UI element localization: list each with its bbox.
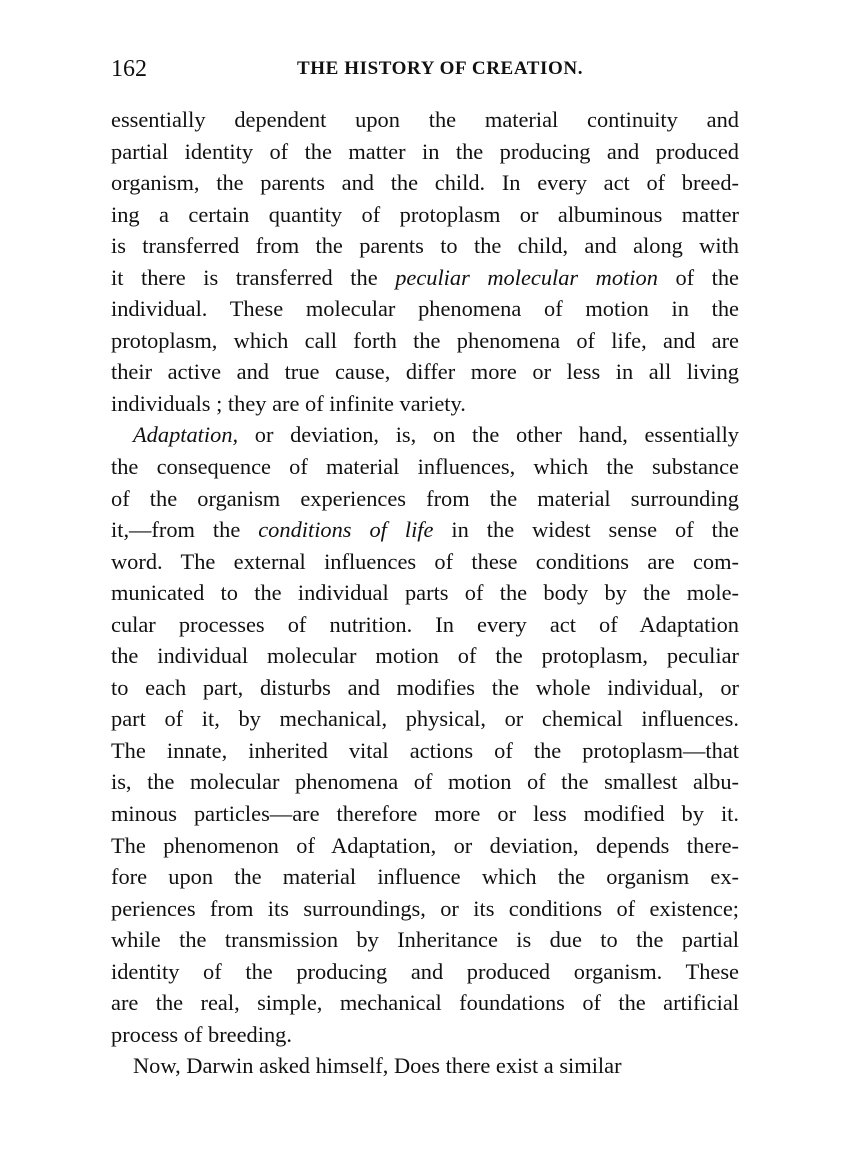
- text-line: of the organism experiences from the material surrounding: [111, 485, 739, 511]
- page-number: 162: [111, 56, 147, 82]
- text-line: individuals ; they are of infinite variety.: [111, 390, 466, 416]
- body-text: [111, 104, 739, 1082]
- text-line: partial identity of the matter in the producing and produced: [111, 138, 739, 164]
- text-line: ing a certain quantity of protoplasm or albuminous matter: [111, 201, 739, 227]
- text-line: it,—from the conditions of life in the widest sense of the: [111, 517, 739, 543]
- page-header: [111, 56, 739, 90]
- running-head: THE HISTORY OF CREATION.: [296, 58, 584, 79]
- text-line: their active and true cause, differ more or less in all living: [111, 359, 739, 385]
- text-line: to each part, disturbs and modifies the whole individual, or: [111, 674, 739, 700]
- text-line: it there is transferred the peculiar molecular motion of the: [111, 264, 739, 290]
- text-line: protoplasm, which call forth the phenomena of life, and are: [111, 327, 739, 353]
- text-line: identity of the producing and produced organism. These: [111, 958, 739, 984]
- text-line: the individual molecular motion of the protoplasm, peculiar: [111, 643, 739, 669]
- text-line: essentially dependent upon the material continuity and: [111, 107, 739, 132]
- text-line: minous particles—are therefore more or less modified by it.: [111, 801, 739, 827]
- text-line: is, the molecular phenomena of motion of the smallest albu-: [111, 769, 739, 795]
- text-line: individual. These molecular phenomena of motion in the: [111, 296, 739, 322]
- paragraph-container: [111, 104, 739, 1082]
- text-line: while the transmission by Inheritance is due to the partial: [111, 927, 739, 953]
- text-line: periences from its surroundings, or its conditions of existence;: [111, 895, 739, 921]
- text-line: The phenomenon of Adaptation, or deviation, depends there-: [111, 832, 739, 858]
- text-line: Now, Darwin asked himself, Does there exist a similar: [133, 1053, 622, 1079]
- text-line: is transferred from the parents to the child, and along with: [111, 233, 739, 259]
- text-line: Adaptation, or deviation, is, on the other hand, essentially: [133, 422, 739, 448]
- text-line: municated to the individual parts of the body by the mole-: [111, 580, 739, 606]
- text-line: part of it, by mechanical, physical, or chemical influences.: [111, 706, 739, 732]
- text-line: fore upon the material influence which the organism ex-: [111, 864, 739, 890]
- text-line: word. The external influences of these conditions are com-: [111, 548, 739, 574]
- text-line: organism, the parents and the child. In every act of breed-: [111, 170, 739, 196]
- text-line: the consequence of material influences, which the substance: [111, 454, 739, 480]
- text-line: The innate, inherited vital actions of the protoplasm—that: [111, 737, 739, 763]
- text-line: are the real, simple, mechanical foundations of the artificial: [111, 990, 739, 1016]
- text-line: process of breeding.: [111, 1021, 292, 1047]
- text-line: cular processes of nutrition. In every act of Adaptation: [111, 611, 739, 637]
